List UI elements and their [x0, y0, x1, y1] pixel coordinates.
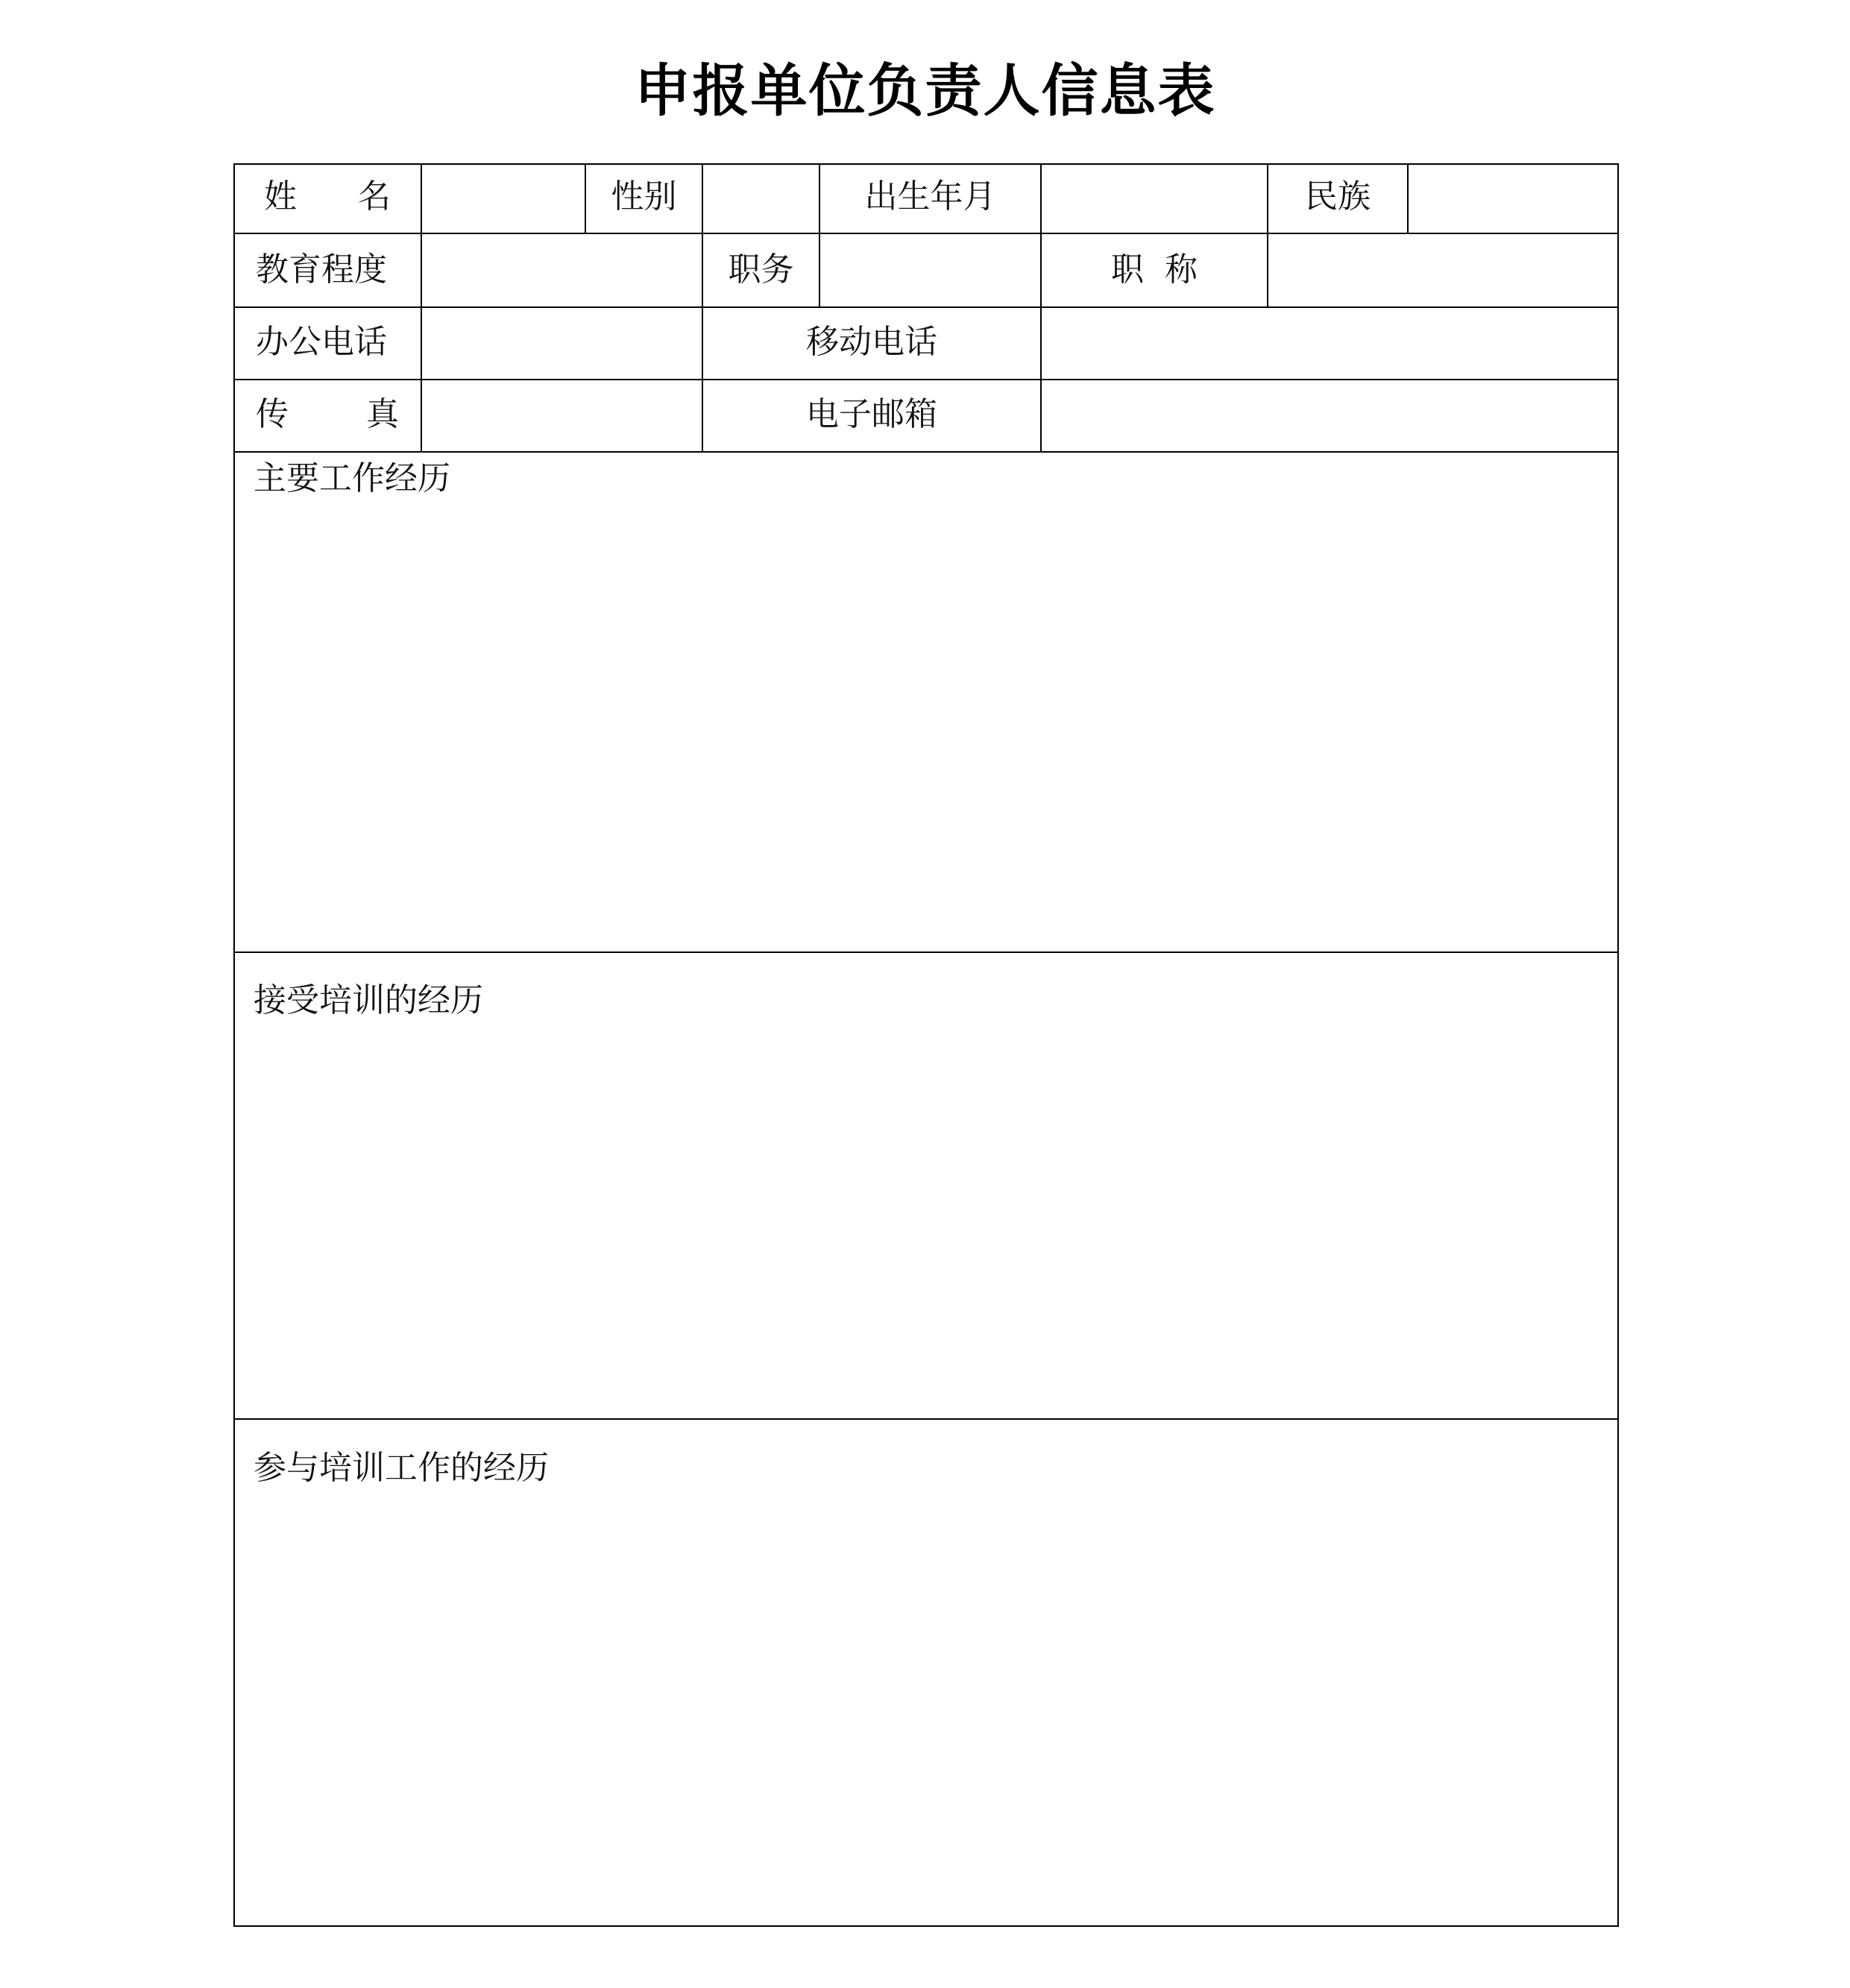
title-label: 职 称: [1111, 251, 1198, 289]
office-phone-field[interactable]: [422, 308, 702, 379]
training-received-label: 接受培训的经历: [254, 981, 483, 1019]
ethnicity-field[interactable]: [1409, 165, 1617, 233]
gender-field[interactable]: [703, 165, 819, 233]
position-field[interactable]: [820, 234, 1040, 306]
birth-date-label: 出生年月: [864, 177, 996, 216]
name-label-char-1: 姓: [264, 177, 297, 216]
gender-label: 性别: [611, 177, 677, 216]
email-field[interactable]: [1042, 380, 1617, 451]
name-field[interactable]: [422, 165, 585, 233]
mobile-phone-label: 移动电话: [806, 323, 937, 361]
training-work-label: 参与培训工作的经历: [254, 1449, 549, 1487]
section-divider-1: [233, 951, 1619, 953]
name-label-char-2: 名: [358, 177, 391, 216]
row-divider-4: [233, 451, 1619, 453]
office-phone-label: 办公电话: [256, 323, 387, 361]
ethnicity-label: 民族: [1305, 177, 1371, 216]
email-label: 电子邮箱: [806, 395, 937, 433]
position-label: 职务: [728, 251, 794, 289]
section-divider-2: [233, 1418, 1619, 1420]
work-history-label: 主要工作经历: [254, 459, 450, 497]
fax-label-char-2: 真: [366, 395, 399, 433]
education-field[interactable]: [422, 234, 702, 306]
education-label: 教育程度: [256, 251, 387, 289]
form-title: 申报单位负责人信息表: [634, 57, 1216, 124]
fax-label-char-1: 传: [256, 395, 289, 433]
name-label: [264, 176, 391, 218]
mobile-phone-field[interactable]: [1042, 308, 1617, 379]
title-field[interactable]: [1268, 234, 1617, 306]
work-history-field[interactable]: [235, 507, 1617, 951]
training-received-field[interactable]: [235, 1029, 1617, 1418]
fax-field[interactable]: [422, 380, 702, 451]
birth-date-field[interactable]: [1042, 165, 1267, 233]
fax-label: [256, 394, 399, 435]
training-work-field[interactable]: [235, 1496, 1617, 1925]
